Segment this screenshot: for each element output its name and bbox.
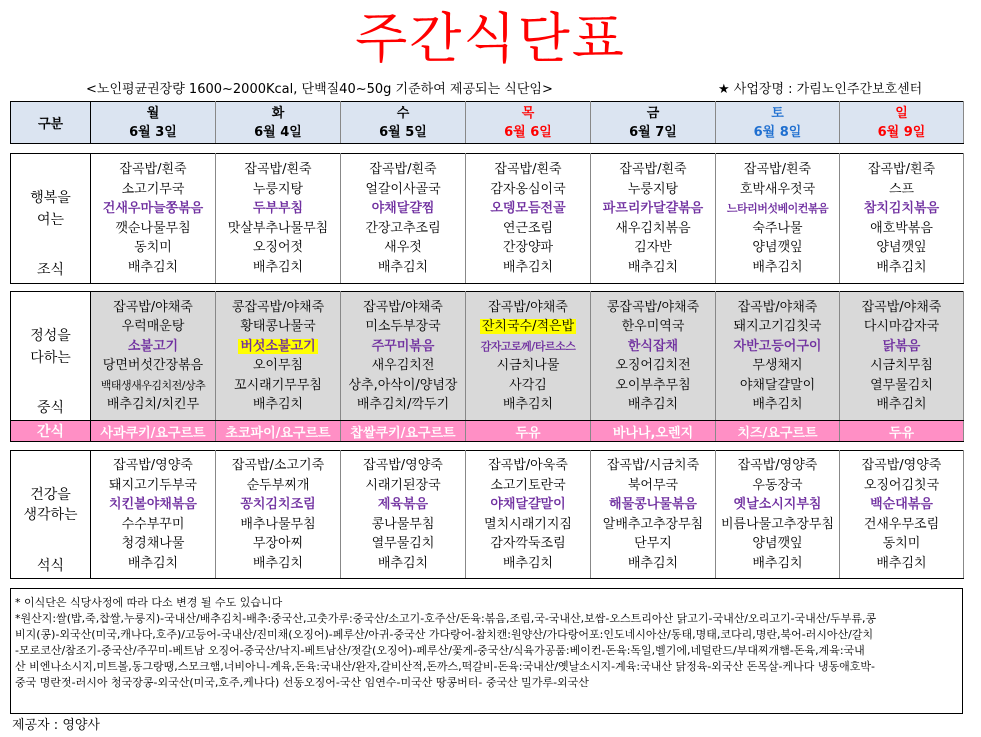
menu-item: 배추김치 <box>627 555 679 571</box>
dinner-label: 건강을 생각하는 석식 <box>11 451 91 579</box>
menu-item: 양념깻잎 <box>752 536 803 551</box>
snack-item: 두유 <box>840 421 964 442</box>
menu-item: 오징어김칫국 <box>863 477 940 493</box>
menu-item: 상추,아삭이/양념장 <box>348 377 458 393</box>
menu-item: 배추김치 <box>876 397 927 412</box>
menu-item: 배추김치 <box>502 555 554 571</box>
menu-item: 다시마감자국 <box>863 319 940 334</box>
breakfast-day <box>591 154 716 284</box>
snack-item: 바나나,오렌지 <box>591 421 716 442</box>
menu-item: 북어무국 <box>627 477 679 493</box>
menu-item: 양념깻잎 <box>876 240 927 255</box>
menu-item: 참치김치볶음 <box>863 201 940 216</box>
page-title: 주간식단표 <box>355 7 626 70</box>
day-header: 금 6월 7일 <box>591 102 716 144</box>
menu-item: 누룽지탕 <box>627 181 679 197</box>
breakfast-day <box>341 154 466 284</box>
menu-item: 배추김치 <box>627 259 679 275</box>
menu-item: 배추김치 <box>252 259 304 275</box>
menu-item: 백순대볶음 <box>870 497 933 512</box>
menu-item: 잔치국수/적은밥 <box>481 319 575 334</box>
menu-item: 멸치시래기지짐 <box>484 516 572 532</box>
menu-item: 콩잡곡밥/야채죽 <box>231 299 325 315</box>
menu-item: 배추김치 <box>127 555 179 571</box>
menu-item: 깻순나물무침 <box>115 220 191 236</box>
menu-item: 닭볶음 <box>882 338 921 354</box>
note-line: -모로코산/참조기-중국산/주꾸미-베트남 오징어-중국산/낙지-베트남산/젓갈(오징어)-페루산/꽃게-중국산/식육가공품:베이컨-돈육:독일,벨기에,네덜란드/부대찌개햄-돈육,계육:국내 <box>15 644 865 657</box>
menu-item: 백태생새우김치전/상추 <box>100 378 206 392</box>
menu-item: 잡곡밥/흰죽 <box>743 162 812 177</box>
menu-item: 동치미 <box>134 240 172 255</box>
menu-item: 잡곡밥/영양죽 <box>737 458 818 473</box>
menu-item: 제육볶음 <box>377 497 429 512</box>
menu-item: 수수부꾸미 <box>121 516 185 532</box>
menu-item: 배추김치 <box>252 397 304 412</box>
menu-item: 소불고기 <box>127 338 179 354</box>
menu-item: 오징어김치전 <box>615 358 691 373</box>
provider: 제공자 : 영양사 <box>12 718 100 733</box>
menu-item: 열무물김치 <box>870 377 933 393</box>
menu-item: 배추김치 <box>752 259 803 275</box>
lunch-day <box>840 292 964 421</box>
day-header: 월 6월 3일 <box>91 102 216 144</box>
menu-item: 잡곡밥/흰죽 <box>244 162 312 177</box>
menu-item: 우럭매운탕 <box>121 319 185 334</box>
menu-item: 잡곡밥/흰죽 <box>119 162 187 177</box>
menu-item: 무생채지 <box>752 358 803 373</box>
dinner-day <box>591 451 716 579</box>
menu-item: 잡곡밥/영양죽 <box>113 458 193 473</box>
menu-item: 시금치무침 <box>870 358 933 373</box>
menu-item: 시래기된장국 <box>365 477 441 493</box>
menu-item: 배추김치/치킨무 <box>106 397 200 412</box>
menu-item: 오이무침 <box>252 358 304 373</box>
menu-item: 옛날소시지부침 <box>733 497 822 512</box>
menu-item: 꽁치김치조림 <box>240 497 316 512</box>
dinner-day <box>716 451 840 579</box>
menu-item: 돼지고기두부국 <box>109 477 197 493</box>
menu-item: 사각김 <box>509 377 547 393</box>
menu-item: 잡곡밥/흰죽 <box>867 162 936 177</box>
menu-item: 누룽지탕 <box>252 181 304 197</box>
menu-item: 비름나물고추장무침 <box>720 516 835 532</box>
menu-item: 배추김치 <box>502 397 554 412</box>
menu-item: 간장양파 <box>502 240 554 255</box>
menu-item: 해물콩나물볶음 <box>609 497 697 512</box>
menu-item: 동치미 <box>882 536 921 551</box>
menu-item: 당면버섯간장볶음 <box>102 358 204 373</box>
breakfast-day <box>466 154 591 284</box>
menu-item: 애호박볶음 <box>870 220 933 236</box>
menu-item: 배추김치 <box>502 259 554 275</box>
menu-item: 감자옹심이국 <box>490 181 566 197</box>
menu-item: 건새우무조림 <box>863 516 940 532</box>
menu-item: 새우김치전 <box>371 358 435 373</box>
note-line: *원산지:쌀(밥,죽,찹쌀,누룽지)-국내산/배추김치-배추:중국산,고춧가루:중국산/소고기-호주산/돈육:볶음,조림,국-국내산,보쌈-오스트리아산 닭고기-국내산/오리고기-국내산/두부류,콩 <box>15 612 877 625</box>
origin-notes <box>10 588 963 714</box>
dinner-day <box>91 451 216 579</box>
gubun-header: 구분 <box>11 102 91 144</box>
snack-item: 치즈/요구르트 <box>716 421 840 442</box>
menu-item: 오뎅모듬전골 <box>490 201 566 216</box>
nutrition-standard: <노인평균권장량 1600~2000Kcal, 단백질40~50g 기준하여 제공되는 식단임> <box>86 82 553 97</box>
menu-item: 소고기토란국 <box>490 477 566 493</box>
menu-item: 잡곡밥/야채죽 <box>737 299 818 315</box>
day-header: 토 6월 8일 <box>716 102 840 144</box>
menu-item: 버섯소불고기 <box>240 338 316 354</box>
menu-item: 시금치나물 <box>496 358 560 373</box>
menu-item: 잡곡밥/소고기죽 <box>231 458 325 473</box>
breakfast-day <box>716 154 840 284</box>
menu-item: 치킨볼야채볶음 <box>109 497 197 512</box>
menu-item: 야채달걀말이 <box>739 377 816 393</box>
breakfast-day <box>91 154 216 284</box>
menu-item: 순두부찌개 <box>246 477 310 493</box>
menu-item: 꼬시래기무무침 <box>234 377 322 393</box>
menu-item: 야채달걀찜 <box>371 201 435 216</box>
menu-item: 느타리버섯베이컨볶음 <box>726 202 829 215</box>
menu-item: 잡곡밥/야채죽 <box>363 299 443 315</box>
dinner-day <box>341 451 466 579</box>
breakfast-label: 행복을 여는 조식 <box>11 154 91 284</box>
menu-item: 청경채나물 <box>121 536 185 551</box>
dinner-day <box>466 451 591 579</box>
menu-item: 콩잡곡밥/야채죽 <box>606 299 700 315</box>
menu-item: 김자반 <box>634 240 672 255</box>
menu-item: 잡곡밥/영양죽 <box>363 458 443 473</box>
menu-item: 스프 <box>888 181 915 197</box>
menu-item: 새우김치볶음 <box>615 220 691 236</box>
menu-item: 알배추고추장무침 <box>602 516 704 532</box>
note-line: 산 비엔나소시지,미트볼,동그랑땡,스모크햄,너비아니-계육,돈육:국내산/완자,갈비산적,돈까스,떡갈비-돈육:국내산/옛날소시지-계육:국내산 닭정육-외국산 돈목살-케나다 냉동애호박- <box>15 660 875 673</box>
snack-item: 두유 <box>466 421 591 442</box>
menu-item: 오징어젓 <box>252 240 304 255</box>
menu-item: 호박새우젓국 <box>739 181 816 197</box>
breakfast-day <box>840 154 964 284</box>
menu-item: 우동장국 <box>752 477 803 493</box>
menu-item: 배추김치 <box>752 397 803 412</box>
menu-item: 얼갈이사골국 <box>365 181 441 197</box>
menu-item: 열무물김치 <box>371 536 435 551</box>
menu-item: 배추김치 <box>627 397 679 412</box>
menu-item: 감자고로께/타르소스 <box>480 339 576 353</box>
menu-item: 배추김치/깍두기 <box>356 397 450 412</box>
menu-item: 맛살부추나물무침 <box>227 220 329 236</box>
menu-item: 황태콩나물국 <box>240 319 316 334</box>
menu-item: 배추나물무침 <box>240 516 316 532</box>
menu-item: 숙주나물 <box>752 220 803 236</box>
menu-item: 잡곡밥/흰죽 <box>619 162 687 177</box>
lunch-day <box>91 292 216 421</box>
note-line: 중국 명란젓-러시아 청국장콩-외국산(미국,호주,케나다) 선동오징어-국산 임연수-미국산 땅콩버터- 중국산 밀가루-외국산 <box>15 676 589 689</box>
menu-item: 새우젓 <box>384 240 422 255</box>
menu-item: 주꾸미볶음 <box>371 338 435 354</box>
menu-item: 두부부침 <box>252 201 304 216</box>
menu-item: 배추김치 <box>876 259 927 275</box>
menu-item: 한우미역국 <box>621 319 685 334</box>
menu-item: 연근조림 <box>502 220 554 236</box>
menu-item: 돼지고기김칫국 <box>733 319 822 334</box>
breakfast-day <box>216 154 341 284</box>
lunch-label: 정성을 다하는 중식 <box>11 292 91 421</box>
lunch-table <box>10 291 964 442</box>
note-line: 비지(콩)-외국산(미국,캐나다,호주)/고등어-국내산/진미채(오징어)-페루산/아귀-중국산 가다랑어-참치캔:원양산/가다랑어포:인도네시아산/동태,명태,코다리,명란,북어-러시아산/갈치 <box>15 628 874 641</box>
menu-item: 잡곡밥/영양죽 <box>861 458 942 473</box>
snack-item: 초코파이/요구르트 <box>216 421 341 442</box>
menu-item: 잡곡밥/야채죽 <box>113 299 193 315</box>
facility-name: ★ 사업장명 : 가림노인주간보호센터 <box>718 82 923 97</box>
menu-item: 무장아찌 <box>252 536 304 551</box>
menu-item: 배추김치 <box>377 555 429 571</box>
menu-item: 미소두부장국 <box>365 319 441 334</box>
lunch-day <box>716 292 840 421</box>
menu-item: 건새우마늘쫑볶음 <box>102 201 204 216</box>
menu-item: 단무지 <box>634 536 672 551</box>
menu-item: 파프리카달걀볶음 <box>602 201 704 216</box>
note-line: * 이식단은 식당사정에 따라 다소 변경 될 수도 있습니다 <box>15 596 283 609</box>
day-header: 수 6월 5일 <box>341 102 466 144</box>
menu-item: 배추김치 <box>377 259 429 275</box>
menu-item: 잡곡밥/야채죽 <box>861 299 942 315</box>
snack-label: 간식 <box>11 421 91 442</box>
menu-item: 배추김치 <box>252 555 304 571</box>
menu-item: 양념깻잎 <box>752 240 803 255</box>
lunch-day <box>591 292 716 421</box>
lunch-day <box>466 292 591 421</box>
menu-item: 소고기무국 <box>121 181 185 197</box>
dinner-day <box>216 451 341 579</box>
menu-item: 잡곡밥/시금치죽 <box>606 458 700 473</box>
menu-item: 배추김치 <box>752 555 803 571</box>
snack-item: 사과쿠키/요구르트 <box>91 421 216 442</box>
menu-item: 한식잡채 <box>627 338 679 354</box>
day-header: 화 6월 4일 <box>216 102 341 144</box>
dinner-day <box>840 451 964 579</box>
lunch-day <box>216 292 341 421</box>
day-header-table <box>10 101 964 144</box>
snack-item: 찹쌀쿠키/요구르트 <box>341 421 466 442</box>
menu-item: 오이부추무침 <box>615 377 691 393</box>
menu-item: 잡곡밥/아욱죽 <box>488 458 568 473</box>
day-header: 목 6월 6일 <box>466 102 591 144</box>
menu-item: 배추김치 <box>127 259 179 275</box>
menu-item: 야채달걀말이 <box>490 497 566 512</box>
menu-item: 간장고추조림 <box>365 220 441 236</box>
menu-item: 배추김치 <box>876 555 927 571</box>
menu-item: 잡곡밥/야채죽 <box>488 299 568 315</box>
menu-item: 잡곡밥/흰죽 <box>369 162 437 177</box>
menu-item: 콩나물무침 <box>371 516 435 532</box>
menu-item: 감자깍둑조림 <box>490 536 566 551</box>
menu-item: 잡곡밥/흰죽 <box>494 162 562 177</box>
day-header: 일 6월 9일 <box>840 102 964 144</box>
menu-item: 자반고등어구이 <box>733 338 822 354</box>
dinner-table <box>10 450 964 579</box>
lunch-day <box>341 292 466 421</box>
breakfast-table <box>10 153 964 284</box>
